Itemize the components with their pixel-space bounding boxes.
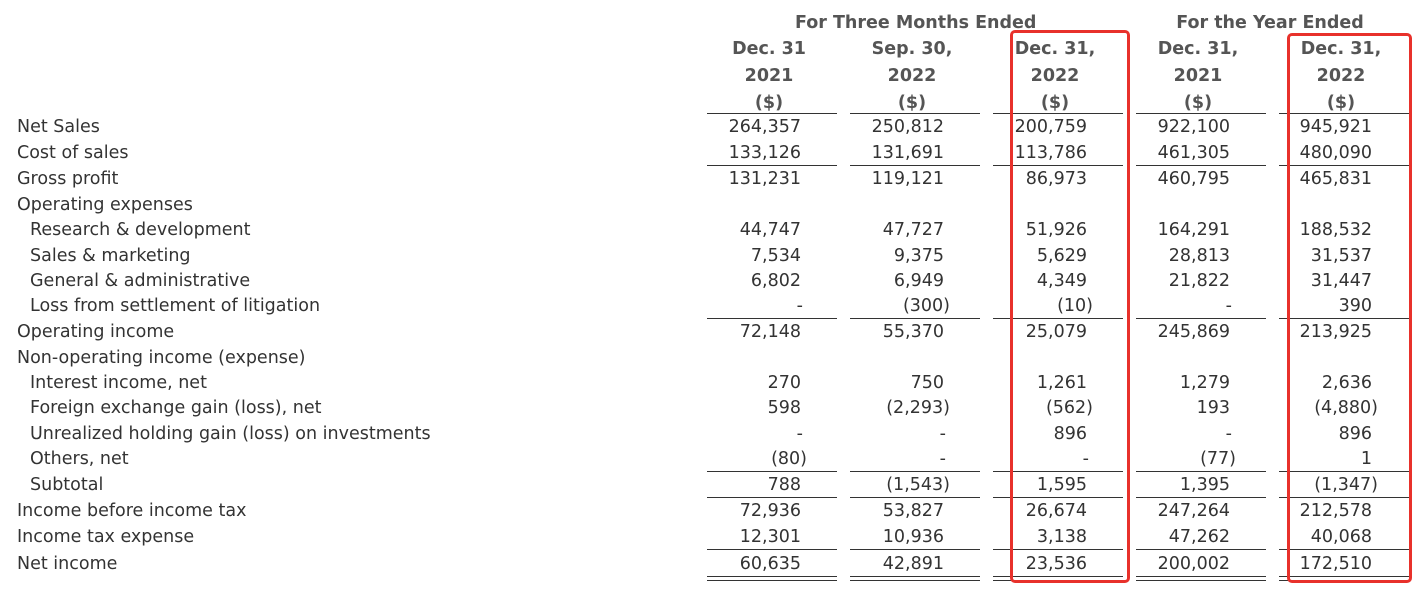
cell-value: 264,357 [728, 117, 801, 137]
cell-value: 10,936 [882, 527, 944, 547]
cell-value: 1,279 [1179, 373, 1230, 393]
cell-value: 72,936 [739, 501, 801, 521]
cell-value: - [1225, 296, 1232, 316]
cell-value: 1,261 [1036, 373, 1087, 393]
cell-value: 51,926 [1025, 220, 1087, 240]
cell-value: - [939, 424, 946, 444]
cell-value: 26,674 [1025, 501, 1087, 521]
cell-value: (2,293) [886, 398, 950, 418]
cell-value: 4,349 [1036, 271, 1087, 291]
row-label: Loss from settlement of litigation [30, 296, 321, 316]
cell-value: 460,795 [1157, 169, 1230, 189]
group-header-three-months: For Three Months Ended [795, 13, 1037, 33]
column-header-unit: ($) [1183, 93, 1213, 113]
cost-of-sales-underline [707, 165, 837, 166]
cell-value: 25,079 [1025, 322, 1087, 342]
cell-value: 200,002 [1157, 554, 1230, 574]
net-income-double-underline [1136, 576, 1266, 577]
row-label: Interest income, net [30, 373, 207, 393]
cell-value: 896 [1338, 424, 1372, 444]
column-header-line2: 2021 [1173, 66, 1223, 86]
cell-value: 113,786 [1014, 143, 1087, 163]
column-header-line1: Sep. 30, [871, 39, 953, 59]
cell-value: 12,301 [739, 527, 801, 547]
cost-of-sales-underline [850, 165, 980, 166]
opex-underline [850, 318, 980, 319]
cell-value: 9,375 [893, 246, 944, 266]
column-header-line1: Dec. 31 [732, 39, 806, 59]
cell-value: 23,536 [1025, 554, 1087, 574]
column-header-line1: Dec. 31, [1157, 39, 1239, 59]
row-label: Net income [17, 554, 118, 574]
opex-underline [1136, 318, 1266, 319]
highlight-box-fy-2022 [1287, 33, 1412, 583]
cell-value: 945,921 [1299, 117, 1372, 137]
cell-value: 750 [910, 373, 944, 393]
highlight-box-q4-2022 [1010, 30, 1130, 583]
row-label: Sales & marketing [30, 246, 191, 266]
cell-value: 461,305 [1157, 143, 1230, 163]
cell-value: 6,949 [893, 271, 944, 291]
cell-value: - [796, 424, 803, 444]
row-label: Others, net [30, 449, 129, 469]
column-header-line2: 2022 [1030, 66, 1080, 86]
cell-value: 1,395 [1179, 475, 1230, 495]
cell-value: 44,747 [739, 220, 801, 240]
cell-value: 131,691 [871, 143, 944, 163]
net-income-double-underline [707, 580, 837, 581]
net-income-double-underline [850, 580, 980, 581]
cell-value: 133,126 [728, 143, 801, 163]
cell-value: 119,121 [871, 169, 944, 189]
cell-value: 72,148 [739, 322, 801, 342]
row-label: Research & development [30, 220, 251, 240]
cell-value: 788 [767, 475, 801, 495]
subtotal-underline [1136, 497, 1266, 498]
row-label: Operating expenses [17, 195, 193, 215]
header-underline [850, 113, 980, 114]
cell-value: 164,291 [1157, 220, 1230, 240]
tax-underline [850, 549, 980, 550]
cell-value: 213,925 [1299, 322, 1372, 342]
cell-value: 53,827 [882, 501, 944, 521]
cell-value: 896 [1053, 424, 1087, 444]
cell-value: 7,534 [750, 246, 801, 266]
column-header-line1: Dec. 31, [1014, 39, 1096, 59]
cell-value: 60,635 [739, 554, 801, 574]
header-underline [1136, 113, 1266, 114]
column-header-line1: Dec. 31, [1300, 39, 1382, 59]
subtotal-underline [707, 497, 837, 498]
column-header-line2: 2022 [887, 66, 937, 86]
cell-value: 1 [1360, 449, 1372, 469]
cell-value: - [796, 296, 803, 316]
cell-value: 270 [767, 373, 801, 393]
tax-underline [1136, 549, 1266, 550]
column-header-unit: ($) [897, 93, 927, 113]
cell-value: 31,447 [1310, 271, 1372, 291]
cell-value: (4,880) [1314, 398, 1378, 418]
cell-value: 465,831 [1299, 169, 1372, 189]
net-income-double-underline [1136, 580, 1266, 581]
cell-value: 172,510 [1299, 554, 1372, 574]
cell-value: (10) [1057, 296, 1093, 316]
column-header-unit: ($) [754, 93, 784, 113]
cell-value: 40,068 [1310, 527, 1372, 547]
tax-underline [707, 549, 837, 550]
header-underline [707, 113, 837, 114]
cell-value: 480,090 [1299, 143, 1372, 163]
cell-value: 5,629 [1036, 246, 1087, 266]
cell-value: (1,347) [1314, 475, 1378, 495]
cell-value: 212,578 [1299, 501, 1372, 521]
cell-value: 55,370 [882, 322, 944, 342]
cell-value: - [1225, 424, 1232, 444]
cell-value: 2,636 [1321, 373, 1372, 393]
group-header-year: For the Year Ended [1176, 13, 1364, 33]
net-income-double-underline [707, 576, 837, 577]
cell-value: 1,595 [1036, 475, 1087, 495]
row-label: Subtotal [30, 475, 104, 495]
row-label: Foreign exchange gain (loss), net [30, 398, 322, 418]
cell-value: 245,869 [1157, 322, 1230, 342]
column-header-unit: ($) [1326, 93, 1356, 113]
cell-value: (300) [902, 296, 950, 316]
row-label: General & administrative [30, 271, 251, 291]
cell-value: 31,537 [1310, 246, 1372, 266]
cell-value: 28,813 [1168, 246, 1230, 266]
cell-value: 247,264 [1157, 501, 1230, 521]
cell-value: 21,822 [1168, 271, 1230, 291]
cell-value: (77) [1200, 449, 1236, 469]
cell-value: 598 [767, 398, 801, 418]
net-income-double-underline [850, 576, 980, 577]
cell-value: (80) [771, 449, 807, 469]
cell-value: - [1082, 449, 1089, 469]
cell-value: 922,100 [1157, 117, 1230, 137]
row-label: Non-operating income (expense) [17, 348, 306, 368]
column-header-unit: ($) [1040, 93, 1070, 113]
cell-value: - [939, 449, 946, 469]
cell-value: 390 [1338, 296, 1372, 316]
row-label: Gross profit [17, 169, 119, 189]
cell-value: 6,802 [750, 271, 801, 291]
cell-value: (562) [1045, 398, 1093, 418]
cell-value: 200,759 [1014, 117, 1087, 137]
cell-value: (1,543) [886, 475, 950, 495]
cell-value: 250,812 [871, 117, 944, 137]
cell-value: 131,231 [728, 169, 801, 189]
row-label: Income before income tax [17, 501, 247, 521]
cost-of-sales-underline [1136, 165, 1266, 166]
opex-underline [707, 318, 837, 319]
row-label: Unrealized holding gain (loss) on investments [30, 424, 431, 444]
row-label: Income tax expense [17, 527, 195, 547]
cell-value: 193 [1196, 398, 1230, 418]
cell-value: 47,262 [1168, 527, 1230, 547]
cell-value: 42,891 [882, 554, 944, 574]
row-label: Net Sales [17, 117, 100, 137]
cell-value: 3,138 [1036, 527, 1087, 547]
others-underline [850, 471, 980, 472]
cell-value: 188,532 [1299, 220, 1372, 240]
row-label: Operating income [17, 322, 175, 342]
others-underline [707, 471, 837, 472]
row-label: Cost of sales [17, 143, 129, 163]
cell-value: 86,973 [1025, 169, 1087, 189]
others-underline [1136, 471, 1266, 472]
column-header-line2: 2022 [1316, 66, 1366, 86]
subtotal-underline [850, 497, 980, 498]
cell-value: 47,727 [882, 220, 944, 240]
column-header-line2: 2021 [744, 66, 794, 86]
